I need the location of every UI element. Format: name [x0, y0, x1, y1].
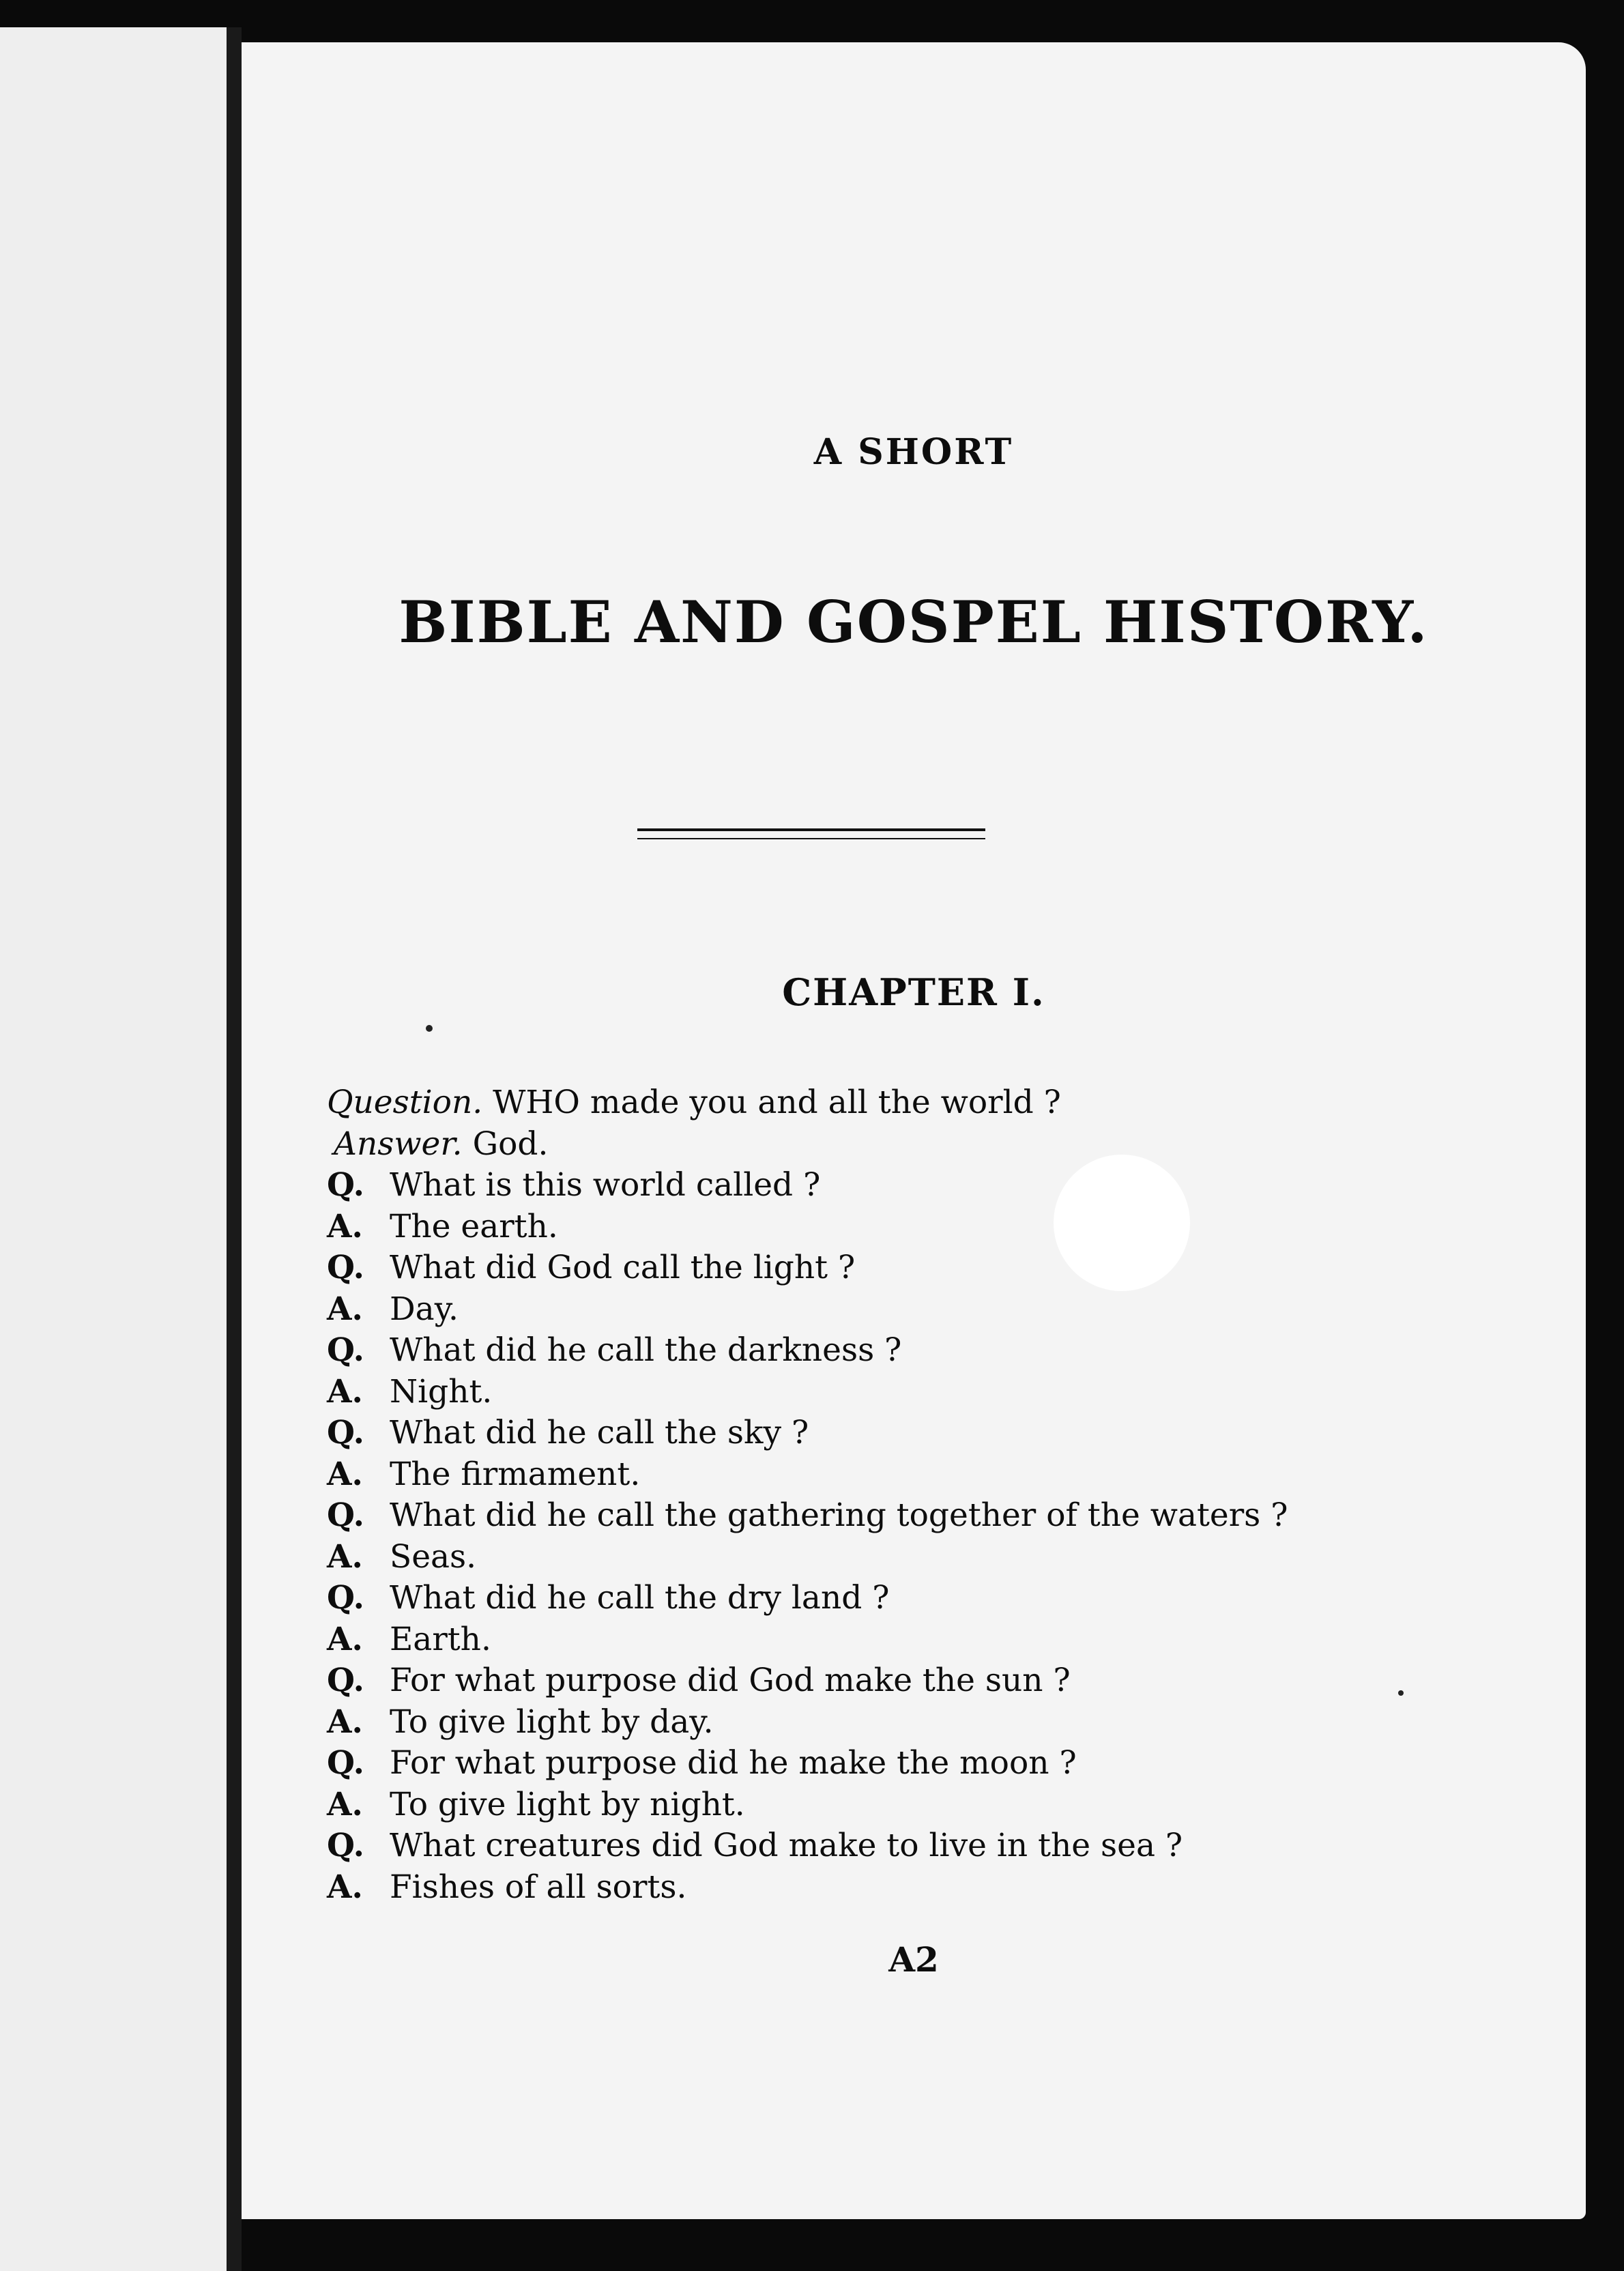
main-title: BIBLE AND GOSPEL HISTORY. [398, 588, 1429, 656]
qa-line [327, 1743, 1555, 1784]
answer-label: A. [327, 1620, 363, 1658]
question-text: What did he call the dry land ? [390, 1579, 890, 1617]
question-label: Q. [327, 1827, 364, 1864]
qa-line [327, 1825, 1555, 1867]
book-gutter [227, 27, 242, 2271]
answer-text: To give light by day. [390, 1703, 714, 1741]
question-text: What is this world called ? [390, 1166, 821, 1204]
qa-line [327, 1330, 1555, 1372]
qa-line [327, 1784, 1555, 1826]
signature-mark: A2 [888, 1939, 939, 1980]
qa-line [327, 1082, 1555, 1124]
facing-page [0, 27, 227, 2271]
answer-text: To give light by night. [390, 1785, 745, 1823]
question-text: What did he call the darkness ? [390, 1331, 902, 1369]
answer-label: A. [327, 1785, 363, 1823]
question-label: Q. [327, 1331, 364, 1369]
qa-line [327, 1867, 1555, 1909]
question-label: Question. [327, 1084, 483, 1121]
answer-text: Fishes of all sorts. [390, 1868, 687, 1906]
qa-line [327, 1702, 1555, 1744]
question-label: Q. [327, 1166, 364, 1204]
qa-line [327, 1165, 1555, 1206]
qa-line [327, 1578, 1555, 1619]
answer-text: Seas. [390, 1537, 477, 1576]
ink-speck [426, 1025, 433, 1032]
answer-text: Earth. [390, 1620, 491, 1658]
question-text: What did God call the light ? [390, 1249, 856, 1286]
qa-line [327, 1495, 1555, 1537]
question-label: Q. [327, 1414, 364, 1451]
question-text: For what purpose did he make the moon ? [390, 1744, 1077, 1782]
question-text: What creatures did God make to live in the sea ? [390, 1827, 1183, 1864]
answer-label: A. [327, 1703, 363, 1741]
question-label: Q. [327, 1662, 364, 1699]
book-page [242, 42, 1586, 2219]
answer-text: Night. [390, 1372, 493, 1411]
question-text: WHO made you and all the world ? [493, 1084, 1061, 1121]
question-text: What did he call the sky ? [390, 1414, 809, 1451]
title-rule [637, 828, 985, 831]
question-label: Q. [327, 1744, 364, 1782]
qa-line [327, 1247, 1555, 1289]
answer-text: The earth. [390, 1207, 558, 1245]
qa-line [327, 1206, 1555, 1248]
answer-label: A. [327, 1372, 363, 1411]
qa-line [327, 1619, 1555, 1661]
question-label: Q. [327, 1249, 364, 1286]
chapter-heading: CHAPTER I. [782, 970, 1045, 1014]
qa-line [327, 1289, 1555, 1331]
qa-line [327, 1660, 1555, 1702]
qa-line [327, 1372, 1555, 1413]
qa-line [327, 1124, 1555, 1166]
catechism-text [327, 1082, 1555, 1908]
answer-label: A. [327, 1207, 363, 1245]
answer-label: Answer. [334, 1125, 463, 1163]
qa-line [327, 1537, 1555, 1578]
answer-label: A. [327, 1455, 363, 1493]
answer-label: A. [327, 1537, 363, 1576]
question-label: Q. [327, 1496, 364, 1534]
answer-label: A. [327, 1868, 363, 1906]
qa-line [327, 1413, 1555, 1454]
question-text: For what purpose did God make the sun ? [390, 1662, 1071, 1699]
title-rule-thin [637, 838, 985, 839]
question-label: Q. [327, 1579, 364, 1617]
answer-text: God. [472, 1125, 549, 1163]
answer-label: A. [327, 1290, 363, 1328]
question-text: What did he call the gathering together of the waters ? [390, 1496, 1288, 1534]
title-top-line: A SHORT [813, 431, 1014, 473]
answer-text: Day. [390, 1290, 459, 1328]
answer-text: The firmament. [390, 1455, 641, 1493]
qa-line [327, 1454, 1555, 1496]
